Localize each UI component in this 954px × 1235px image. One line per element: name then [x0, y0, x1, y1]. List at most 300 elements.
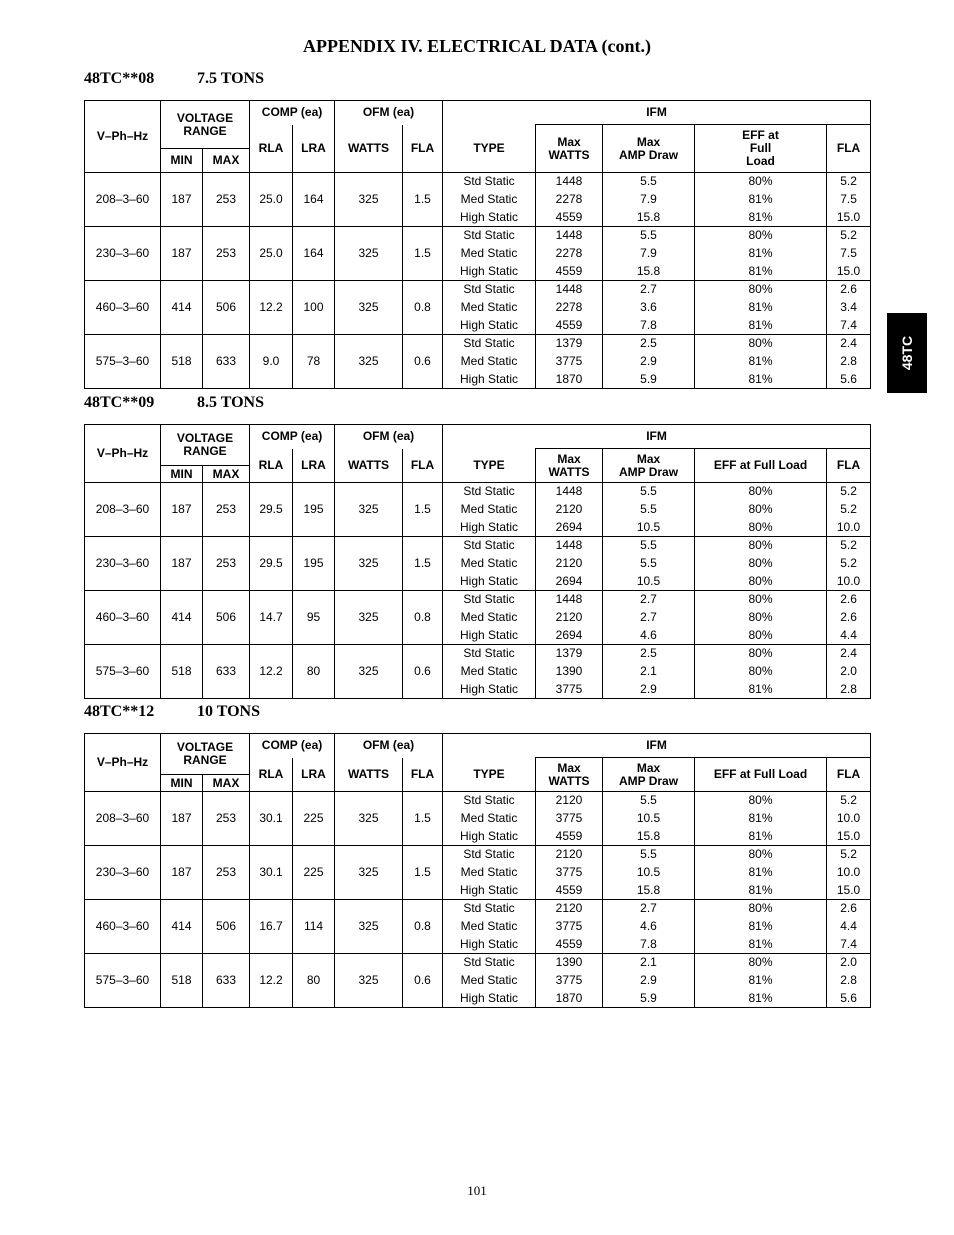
cell-ifm-fla: 5.2	[827, 227, 871, 245]
cell-vph: 208–3–60	[85, 792, 161, 846]
cell-min: 414	[161, 900, 203, 954]
header-eff-line: EFF at Full Load	[713, 767, 808, 781]
cell-ofm-watts: 325	[335, 591, 403, 645]
model-number: 48TC**09	[84, 394, 155, 411]
cell-max: 253	[203, 846, 250, 900]
header-rla: RLA	[250, 449, 293, 483]
model-number: 48TC**08	[84, 70, 155, 87]
cell-ifm-eff: 81%	[695, 371, 827, 389]
header-eff-line: Full	[749, 141, 772, 155]
cell-ifm-type: Med Static	[443, 609, 536, 627]
cell-ifm-watts: 2120	[536, 900, 603, 918]
header-voltage-line1: VOLTAGE	[176, 110, 234, 125]
cell-ifm-fla: 2.8	[827, 681, 871, 699]
cell-ifm-type: High Static	[443, 681, 536, 699]
cell-min: 187	[161, 792, 203, 846]
cell-lra: 225	[293, 792, 335, 846]
cell-ifm-amp: 2.9	[603, 681, 695, 699]
cell-ifm-eff: 81%	[695, 864, 827, 882]
cell-ifm-amp: 15.8	[603, 828, 695, 846]
cell-ifm-fla: 7.5	[827, 191, 871, 209]
cell-ifm-type: High Static	[443, 936, 536, 954]
header-voltage-line2: RANGE	[183, 753, 227, 767]
electrical-data-table	[84, 733, 871, 1008]
header-ofm-watts: WATTS	[335, 758, 403, 792]
tonnage: 7.5 TONS	[197, 70, 264, 87]
cell-ofm-fla: 1.5	[403, 846, 443, 900]
cell-ifm-watts: 1448	[536, 591, 603, 609]
cell-vph: 460–3–60	[85, 591, 161, 645]
cell-ifm-type: High Static	[443, 371, 536, 389]
cell-ifm-watts: 3775	[536, 918, 603, 936]
cell-max: 506	[203, 900, 250, 954]
cell-min: 518	[161, 335, 203, 389]
cell-rla: 30.1	[250, 792, 293, 846]
cell-ifm-fla: 3.4	[827, 299, 871, 317]
cell-ifm-eff: 81%	[695, 828, 827, 846]
cell-ofm-fla: 0.8	[403, 281, 443, 335]
cell-ifm-eff: 80%	[695, 900, 827, 918]
cell-ifm-amp: 2.9	[603, 353, 695, 371]
cell-ifm-type: Med Static	[443, 555, 536, 573]
header-eff	[695, 125, 827, 173]
cell-ifm-fla: 5.2	[827, 792, 871, 810]
cell-ofm-watts: 325	[335, 792, 403, 846]
header-min: MIN	[161, 466, 203, 483]
cell-ifm-watts: 2120	[536, 609, 603, 627]
header-ofm: OFM (ea)	[335, 101, 443, 125]
cell-ifm-eff: 80%	[695, 173, 827, 191]
cell-ifm-amp: 4.6	[603, 627, 695, 645]
table-row	[85, 591, 871, 609]
cell-ifm-fla: 2.0	[827, 954, 871, 972]
cell-min: 518	[161, 645, 203, 699]
cell-ifm-watts: 3775	[536, 972, 603, 990]
side-tab-label: 48TC	[898, 335, 915, 371]
cell-lra: 164	[293, 173, 335, 227]
cell-ifm-type: High Static	[443, 209, 536, 227]
cell-ifm-watts: 1390	[536, 954, 603, 972]
cell-lra: 114	[293, 900, 335, 954]
header-ofm: OFM (ea)	[335, 734, 443, 758]
cell-lra: 95	[293, 591, 335, 645]
cell-min: 187	[161, 846, 203, 900]
header-ifm: IFM	[443, 734, 871, 758]
cell-ifm-fla: 5.6	[827, 371, 871, 389]
header-ofm-fla: FLA	[403, 125, 443, 173]
cell-ifm-eff: 80%	[695, 573, 827, 591]
cell-ofm-watts: 325	[335, 846, 403, 900]
cell-ifm-fla: 10.0	[827, 864, 871, 882]
header-max-watts	[536, 125, 603, 173]
cell-lra: 100	[293, 281, 335, 335]
header-max-amp	[603, 125, 695, 173]
cell-min: 187	[161, 483, 203, 537]
header-vph: V–Ph–Hz	[85, 425, 161, 483]
cell-ifm-type: Med Static	[443, 501, 536, 519]
cell-ofm-fla: 1.5	[403, 537, 443, 591]
cell-ifm-fla: 5.2	[827, 173, 871, 191]
header-max-watts-line1: Max	[557, 134, 581, 149]
cell-lra: 195	[293, 537, 335, 591]
header-max: MAX	[203, 149, 250, 173]
cell-ifm-eff: 80%	[695, 627, 827, 645]
cell-ofm-watts: 325	[335, 227, 403, 281]
cell-ifm-watts: 2694	[536, 519, 603, 537]
cell-ifm-amp: 2.7	[603, 591, 695, 609]
cell-ifm-watts: 2694	[536, 573, 603, 591]
section-title	[84, 70, 264, 88]
cell-ifm-watts: 2120	[536, 555, 603, 573]
table-row	[85, 954, 871, 972]
cell-ifm-amp: 2.1	[603, 954, 695, 972]
cell-ifm-watts: 2694	[536, 627, 603, 645]
cell-ifm-type: Std Static	[443, 645, 536, 663]
cell-ifm-watts: 1448	[536, 227, 603, 245]
cell-ifm-watts: 1448	[536, 483, 603, 501]
table-row	[85, 173, 871, 191]
cell-ifm-fla: 2.4	[827, 335, 871, 353]
cell-lra: 80	[293, 954, 335, 1008]
cell-rla: 25.0	[250, 173, 293, 227]
cell-ifm-type: Med Static	[443, 972, 536, 990]
cell-ifm-watts: 4559	[536, 828, 603, 846]
cell-ifm-type: Med Static	[443, 810, 536, 828]
cell-min: 187	[161, 227, 203, 281]
cell-ifm-fla: 7.4	[827, 936, 871, 954]
cell-ifm-fla: 10.0	[827, 810, 871, 828]
cell-ofm-fla: 0.6	[403, 645, 443, 699]
cell-rla: 29.5	[250, 537, 293, 591]
header-max-amp	[603, 449, 695, 483]
cell-ofm-watts: 325	[335, 173, 403, 227]
cell-rla: 29.5	[250, 483, 293, 537]
cell-ifm-watts: 3775	[536, 353, 603, 371]
cell-lra: 164	[293, 227, 335, 281]
header-lra: LRA	[293, 449, 335, 483]
cell-ifm-eff: 81%	[695, 882, 827, 900]
tonnage: 8.5 TONS	[197, 394, 264, 411]
cell-ifm-amp: 5.5	[603, 501, 695, 519]
cell-ifm-watts: 1390	[536, 663, 603, 681]
cell-max: 253	[203, 173, 250, 227]
header-ifm-fla: FLA	[827, 449, 871, 483]
cell-vph: 208–3–60	[85, 483, 161, 537]
section-title	[84, 394, 264, 412]
cell-ifm-amp: 7.9	[603, 245, 695, 263]
cell-ifm-watts: 2120	[536, 792, 603, 810]
cell-rla: 25.0	[250, 227, 293, 281]
cell-lra: 80	[293, 645, 335, 699]
cell-ifm-eff: 81%	[695, 263, 827, 281]
section-title	[84, 703, 260, 721]
cell-ifm-watts: 3775	[536, 810, 603, 828]
header-max-watts-line2: WATTS	[548, 464, 590, 479]
header-lra: LRA	[293, 125, 335, 173]
cell-ifm-amp: 5.5	[603, 227, 695, 245]
cell-ifm-fla: 5.2	[827, 501, 871, 519]
cell-ifm-fla: 2.6	[827, 900, 871, 918]
cell-ifm-fla: 2.6	[827, 281, 871, 299]
cell-ifm-eff: 80%	[695, 954, 827, 972]
cell-lra: 225	[293, 846, 335, 900]
cell-ifm-eff: 81%	[695, 681, 827, 699]
cell-ifm-amp: 10.5	[603, 573, 695, 591]
cell-ofm-fla: 1.5	[403, 483, 443, 537]
cell-ifm-type: Med Static	[443, 191, 536, 209]
cell-rla: 14.7	[250, 591, 293, 645]
cell-ofm-watts: 325	[335, 954, 403, 1008]
table-row	[85, 227, 871, 245]
cell-ifm-amp: 10.5	[603, 864, 695, 882]
cell-max: 253	[203, 227, 250, 281]
header-comp: COMP (ea)	[250, 734, 335, 758]
cell-ifm-fla: 2.4	[827, 645, 871, 663]
table-row	[85, 483, 871, 501]
cell-ifm-eff: 80%	[695, 227, 827, 245]
table-row	[85, 900, 871, 918]
header-type: TYPE	[443, 758, 536, 792]
cell-ifm-watts: 4559	[536, 882, 603, 900]
cell-max: 633	[203, 335, 250, 389]
cell-ifm-type: Std Static	[443, 954, 536, 972]
header-max-amp-line2: AMP Draw	[618, 773, 679, 788]
header-max-watts-line1: Max	[557, 451, 581, 466]
cell-ifm-amp: 2.1	[603, 663, 695, 681]
cell-ifm-eff: 80%	[695, 555, 827, 573]
cell-ifm-amp: 2.7	[603, 609, 695, 627]
cell-ifm-eff: 80%	[695, 537, 827, 555]
cell-ifm-type: Std Static	[443, 227, 536, 245]
cell-ifm-fla: 15.0	[827, 209, 871, 227]
cell-ifm-watts: 4559	[536, 263, 603, 281]
header-eff-line: Load	[746, 154, 775, 168]
cell-ofm-watts: 325	[335, 900, 403, 954]
cell-vph: 575–3–60	[85, 645, 161, 699]
cell-ifm-fla: 10.0	[827, 573, 871, 591]
cell-ifm-eff: 81%	[695, 990, 827, 1008]
header-eff-line: EFF at	[742, 128, 779, 142]
cell-ifm-type: Med Static	[443, 663, 536, 681]
header-max-amp	[603, 758, 695, 792]
cell-ifm-fla: 2.8	[827, 353, 871, 371]
cell-max: 506	[203, 281, 250, 335]
header-type: TYPE	[443, 449, 536, 483]
cell-ifm-fla: 5.2	[827, 483, 871, 501]
header-ifm-fla: FLA	[827, 758, 871, 792]
header-max-amp-line1: Max	[636, 134, 661, 149]
cell-vph: 575–3–60	[85, 335, 161, 389]
cell-ifm-fla: 2.0	[827, 663, 871, 681]
header-eff-line: EFF at Full Load	[713, 458, 808, 472]
table-row	[85, 281, 871, 299]
cell-ifm-amp: 7.8	[603, 936, 695, 954]
cell-ifm-fla: 5.6	[827, 990, 871, 1008]
header-eff	[695, 758, 827, 792]
cell-ifm-amp: 2.5	[603, 335, 695, 353]
header-lra: LRA	[293, 758, 335, 792]
cell-ifm-type: Std Static	[443, 792, 536, 810]
cell-ifm-watts: 3775	[536, 864, 603, 882]
cell-max: 253	[203, 537, 250, 591]
header-voltage-line2: RANGE	[183, 444, 227, 458]
cell-ifm-amp: 2.9	[603, 972, 695, 990]
cell-ifm-amp: 5.5	[603, 846, 695, 864]
cell-vph: 460–3–60	[85, 900, 161, 954]
cell-ifm-amp: 7.8	[603, 317, 695, 335]
header-min: MIN	[161, 775, 203, 792]
cell-ifm-eff: 81%	[695, 353, 827, 371]
cell-ifm-fla: 7.5	[827, 245, 871, 263]
cell-ifm-watts: 1448	[536, 281, 603, 299]
cell-ifm-fla: 2.6	[827, 609, 871, 627]
cell-ifm-watts: 4559	[536, 317, 603, 335]
cell-ifm-amp: 15.8	[603, 263, 695, 281]
cell-ifm-watts: 2278	[536, 299, 603, 317]
cell-ifm-type: High Static	[443, 882, 536, 900]
cell-ifm-fla: 5.2	[827, 846, 871, 864]
cell-ifm-eff: 81%	[695, 810, 827, 828]
cell-rla: 12.2	[250, 954, 293, 1008]
cell-ifm-eff: 81%	[695, 918, 827, 936]
cell-ifm-type: Std Static	[443, 537, 536, 555]
cell-ifm-fla: 5.2	[827, 537, 871, 555]
cell-ifm-type: High Static	[443, 828, 536, 846]
cell-ifm-fla: 4.4	[827, 627, 871, 645]
header-type: TYPE	[443, 125, 536, 173]
cell-max: 506	[203, 591, 250, 645]
cell-ifm-eff: 80%	[695, 663, 827, 681]
table-row	[85, 335, 871, 353]
cell-ifm-eff: 81%	[695, 245, 827, 263]
cell-rla: 16.7	[250, 900, 293, 954]
cell-ifm-type: Std Static	[443, 483, 536, 501]
cell-rla: 12.2	[250, 281, 293, 335]
cell-ofm-watts: 325	[335, 537, 403, 591]
header-vph: V–Ph–Hz	[85, 101, 161, 173]
electrical-data-table	[84, 424, 871, 699]
cell-ofm-fla: 0.8	[403, 591, 443, 645]
cell-vph: 230–3–60	[85, 846, 161, 900]
cell-ifm-fla: 4.4	[827, 918, 871, 936]
header-voltage-range	[161, 101, 250, 149]
cell-ifm-eff: 81%	[695, 191, 827, 209]
cell-ifm-type: Std Static	[443, 900, 536, 918]
cell-ifm-fla: 15.0	[827, 882, 871, 900]
cell-ifm-type: High Static	[443, 573, 536, 591]
cell-ofm-watts: 325	[335, 483, 403, 537]
cell-ifm-watts: 4559	[536, 209, 603, 227]
header-comp: COMP (ea)	[250, 101, 335, 125]
cell-lra: 195	[293, 483, 335, 537]
cell-ifm-watts: 2120	[536, 846, 603, 864]
cell-min: 414	[161, 281, 203, 335]
cell-ifm-amp: 2.7	[603, 281, 695, 299]
cell-ifm-amp: 2.7	[603, 900, 695, 918]
cell-ifm-watts: 3775	[536, 681, 603, 699]
cell-lra: 78	[293, 335, 335, 389]
cell-ifm-amp: 4.6	[603, 918, 695, 936]
cell-ifm-eff: 81%	[695, 972, 827, 990]
cell-ifm-fla: 15.0	[827, 828, 871, 846]
cell-vph: 208–3–60	[85, 173, 161, 227]
cell-ifm-watts: 2278	[536, 191, 603, 209]
header-ofm-fla: FLA	[403, 449, 443, 483]
electrical-data-table	[84, 100, 871, 389]
header-max: MAX	[203, 466, 250, 483]
cell-ifm-fla: 5.2	[827, 555, 871, 573]
cell-ifm-type: Std Static	[443, 335, 536, 353]
cell-ifm-type: Med Static	[443, 918, 536, 936]
header-vph: V–Ph–Hz	[85, 734, 161, 792]
cell-min: 518	[161, 954, 203, 1008]
header-ofm: OFM (ea)	[335, 425, 443, 449]
cell-ifm-eff: 81%	[695, 299, 827, 317]
header-voltage-line2: RANGE	[183, 123, 227, 138]
header-voltage-range	[161, 425, 250, 466]
header-max-amp-line1: Max	[636, 760, 661, 775]
cell-ofm-fla: 0.6	[403, 954, 443, 1008]
header-max-watts-line2: WATTS	[548, 147, 590, 162]
header-max-watts	[536, 449, 603, 483]
cell-max: 633	[203, 954, 250, 1008]
cell-ifm-type: Std Static	[443, 281, 536, 299]
header-max: MAX	[203, 775, 250, 792]
header-rla: RLA	[250, 125, 293, 173]
header-max-watts	[536, 758, 603, 792]
cell-ifm-watts: 1379	[536, 335, 603, 353]
header-max-amp-line1: Max	[636, 451, 661, 466]
tonnage: 10 TONS	[197, 703, 260, 720]
cell-ofm-fla: 0.6	[403, 335, 443, 389]
cell-ifm-watts: 1379	[536, 645, 603, 663]
cell-ifm-watts: 1448	[536, 537, 603, 555]
cell-ifm-eff: 81%	[695, 317, 827, 335]
cell-ifm-eff: 81%	[695, 209, 827, 227]
header-ifm: IFM	[443, 101, 871, 125]
cell-vph: 460–3–60	[85, 281, 161, 335]
header-eff	[695, 449, 827, 483]
cell-ifm-eff: 80%	[695, 483, 827, 501]
header-max-amp-line2: AMP Draw	[618, 464, 679, 479]
cell-ifm-type: High Static	[443, 627, 536, 645]
cell-min: 187	[161, 537, 203, 591]
cell-ifm-amp: 10.5	[603, 519, 695, 537]
table-row	[85, 792, 871, 810]
header-min: MIN	[161, 149, 203, 173]
cell-ifm-fla: 2.6	[827, 591, 871, 609]
cell-max: 253	[203, 792, 250, 846]
cell-ifm-fla: 10.0	[827, 519, 871, 537]
cell-min: 187	[161, 173, 203, 227]
table-row	[85, 846, 871, 864]
cell-max: 633	[203, 645, 250, 699]
header-comp: COMP (ea)	[250, 425, 335, 449]
cell-ifm-eff: 80%	[695, 501, 827, 519]
cell-rla: 12.2	[250, 645, 293, 699]
header-ofm-fla: FLA	[403, 758, 443, 792]
cell-ifm-type: Med Static	[443, 299, 536, 317]
cell-ifm-type: High Static	[443, 317, 536, 335]
cell-ifm-eff: 80%	[695, 591, 827, 609]
header-voltage-range	[161, 734, 250, 775]
cell-ifm-amp: 5.5	[603, 483, 695, 501]
header-max-watts-line1: Max	[557, 760, 581, 775]
cell-ifm-eff: 80%	[695, 609, 827, 627]
header-ofm-watts: WATTS	[335, 125, 403, 173]
header-rla: RLA	[250, 758, 293, 792]
cell-ifm-amp: 5.5	[603, 537, 695, 555]
